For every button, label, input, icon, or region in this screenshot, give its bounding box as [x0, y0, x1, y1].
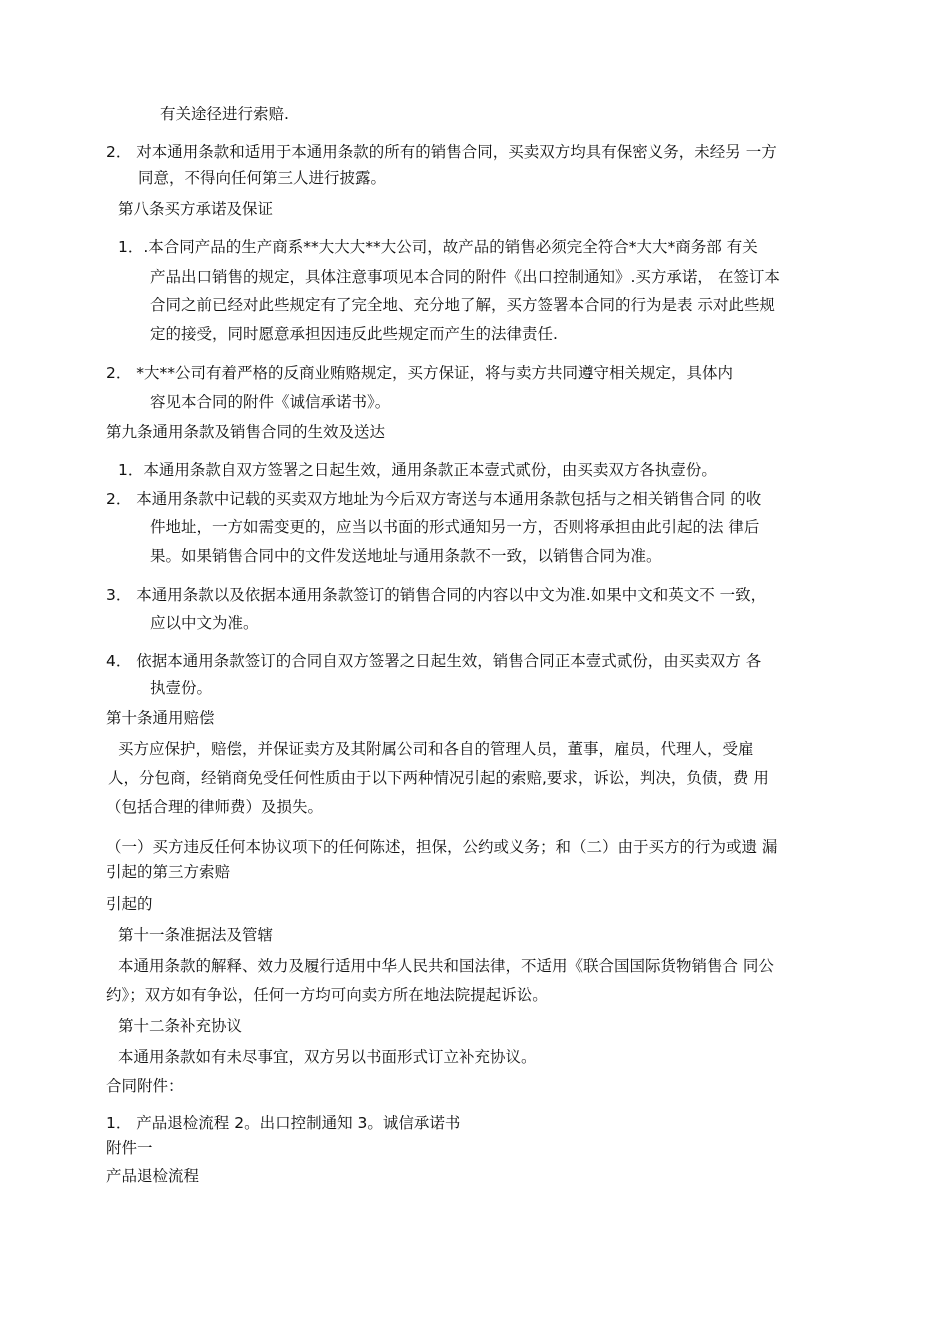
section-heading: 第十二条补充协议 [118, 1017, 243, 1035]
text-line: 人，分包商，经销商免受任何性质由于以下两种情况引起的索赔,要求，诉讼，判决，负债，费 用 [108, 769, 769, 787]
text-line: （一）买方违反任何本协议项下的任何陈述，担保，公约或义务；和（二）由于买方的行为或遗 漏 [106, 838, 778, 856]
text-line: 3． 本通用条款以及依据本通用条款签订的销售合同的内容以中文为准.如果中文和英文不 一致， [106, 586, 767, 604]
text-line: 1．.本合同产品的生产商系**大大大**大公司，故产品的销售必须完全符合*大大*商务部 有关 [118, 238, 758, 256]
text-line: 2． *大**公司有着严格的反商业贿赂规定，买方保证，将与卖方共同遵守相关规定，具体内 [106, 364, 734, 382]
text-line: 件地址，一方如需变更的，应当以书面的形式通知另一方，否则将承担由此引起的法 律后 [150, 518, 760, 536]
text-line: 买方应保护，赔偿，并保证卖方及其附属公司和各自的管理人员，董事，雇员，代理人，受雇 [118, 740, 754, 758]
text-line: 同意，不得向任何第三人进行披露。 [138, 169, 387, 187]
text-line: 2． 本通用条款中记载的买卖双方地址为今后双方寄送与本通用条款包括与之相关销售合同 的收 [106, 490, 762, 508]
section-heading: 第十一条准据法及管辖 [118, 926, 274, 944]
text-line: 1． 产品退检流程 2。出口控制通知 3。诚信承诺书 [106, 1114, 461, 1132]
section-heading: 第十条通用赔偿 [106, 709, 215, 727]
text-line: 4． 依据本通用条款签订的合同自双方签署之日起生效，销售合同正本壹式贰份，由买卖双方 各 [106, 652, 762, 670]
text-line: 引起的 [106, 895, 153, 913]
text-line: 定的接受，同时愿意承担因违反此些规定而产生的法律责任. [150, 325, 558, 343]
text-line: 本通用条款如有未尽事宜，双方另以书面形式订立补充协议。 [118, 1048, 537, 1066]
text-line: 产品出口销售的规定，具体注意事项见本合同的附件《出口控制通知》.买方承诺， 在签订本 [150, 268, 780, 286]
text-line: 容见本合同的附件《诚信承诺书》。 [150, 393, 391, 411]
text-line: 本通用条款的解释、效力及履行适用中华人民共和国法律，不适用《联合国国际货物销售合 同公 [118, 957, 774, 975]
text-line: 应以中文为准。 [150, 614, 259, 632]
text-line: 产品退检流程 [106, 1167, 200, 1185]
text-line: 合同之前已经对此些规定有了完全地、充分地了解，买方签署本合同的行为是表 示对此些规 [150, 296, 775, 314]
section-heading: 第九条通用条款及销售合同的生效及送达 [106, 423, 386, 441]
text-line: 2． 对本通用条款和适用于本通用条款的所有的销售合同，买卖双方均具有保密义务，未经另 一方 [106, 143, 777, 161]
text-line: 1．本通用条款自双方签署之日起生效，通用条款正本壹式贰份，由买卖双方各执壹份。 [118, 461, 717, 479]
text-line: 合同附件： [106, 1077, 184, 1095]
text-line: 附件一 [106, 1139, 153, 1157]
text-line: 有关途径进行索赔. [160, 105, 289, 123]
text-line: 果。如果销售合同中的文件发送地址与通用条款不一致，以销售合同为准。 [150, 547, 662, 565]
text-line: 约》；双方如有争讼，任何一方均可向卖方所在地法院提起诉讼。 [106, 986, 548, 1004]
text-line: 引起的第三方索赔 [106, 863, 231, 881]
section-heading: 第八条买方承诺及保证 [118, 200, 274, 218]
text-line: 执壹份。 [150, 679, 213, 697]
text-line: （包括合理的律师费）及损失。 [106, 798, 324, 816]
